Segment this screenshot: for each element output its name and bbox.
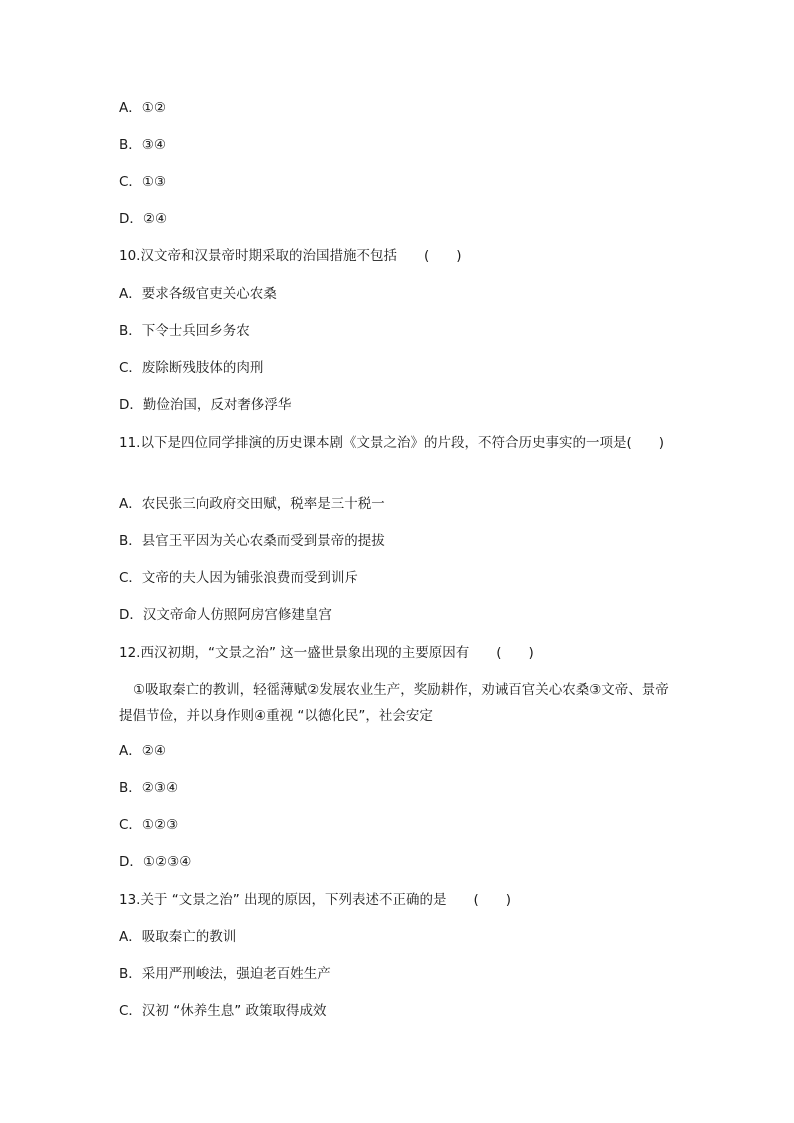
- q11-option-c: C．文帝的夫人因为铺张浪费而受到训斥: [119, 570, 358, 586]
- q9-option-a: A．①②: [119, 100, 166, 116]
- q10-option-d: D．勤俭治国，反对奢侈浮华: [119, 397, 292, 413]
- q11-option-a: A．农民张三向政府交田赋，税率是三十税一: [119, 496, 385, 512]
- q12-statements: ①吸取秦亡的教训，轻徭薄赋②发展农业生产，奖励耕作，劝诫百官关心农桑③文帝、景帝提倡节俭，并以身作则④重视 “以德化民”，社会安定: [119, 682, 669, 724]
- q12-option-d: D．①②③④: [119, 854, 192, 870]
- q9-option-c: C．①③: [119, 174, 167, 190]
- q11-option-d: D．汉文帝命人仿照阿房宫修建皇宫: [119, 607, 332, 623]
- q10-option-b: B．下令士兵回乡务农: [119, 323, 250, 339]
- q13-option-a: A．吸取秦亡的教训: [119, 929, 237, 945]
- question-12: 12.西汉初期，“文景之治” 这一盛世景象出现的主要原因有 ( ): [119, 645, 534, 661]
- question-13: 13.关于 “文景之治” 出现的原因，下列表述不正确的是 ( ): [119, 892, 512, 908]
- question-10: 10.汉文帝和汉景帝时期采取的治国措施不包括 ( ): [119, 248, 462, 264]
- q9-option-d: D．②④: [119, 211, 168, 227]
- q13-option-c: C．汉初 “休养生息” 政策取得成效: [119, 1003, 327, 1019]
- q12-option-b: B．②③④: [119, 780, 179, 796]
- q12-option-c: C．①②③: [119, 817, 179, 833]
- question-11: 11.以下是四位同学排演的历史课本剧《文景之治》的片段，不符合历史事实的一项是( ): [119, 435, 665, 451]
- q10-option-a: A．要求各级官吏关心农桑: [119, 286, 277, 302]
- q9-option-b: B．③④: [119, 137, 166, 153]
- q13-option-b: B．采用严刑峻法，强迫老百姓生产: [119, 966, 331, 982]
- q11-option-b: B．县官王平因为关心农桑而受到景帝的提拔: [119, 533, 385, 549]
- q12-option-a: A．②④: [119, 743, 166, 759]
- q10-option-c: C．废除断残肢体的肉刑: [119, 360, 264, 376]
